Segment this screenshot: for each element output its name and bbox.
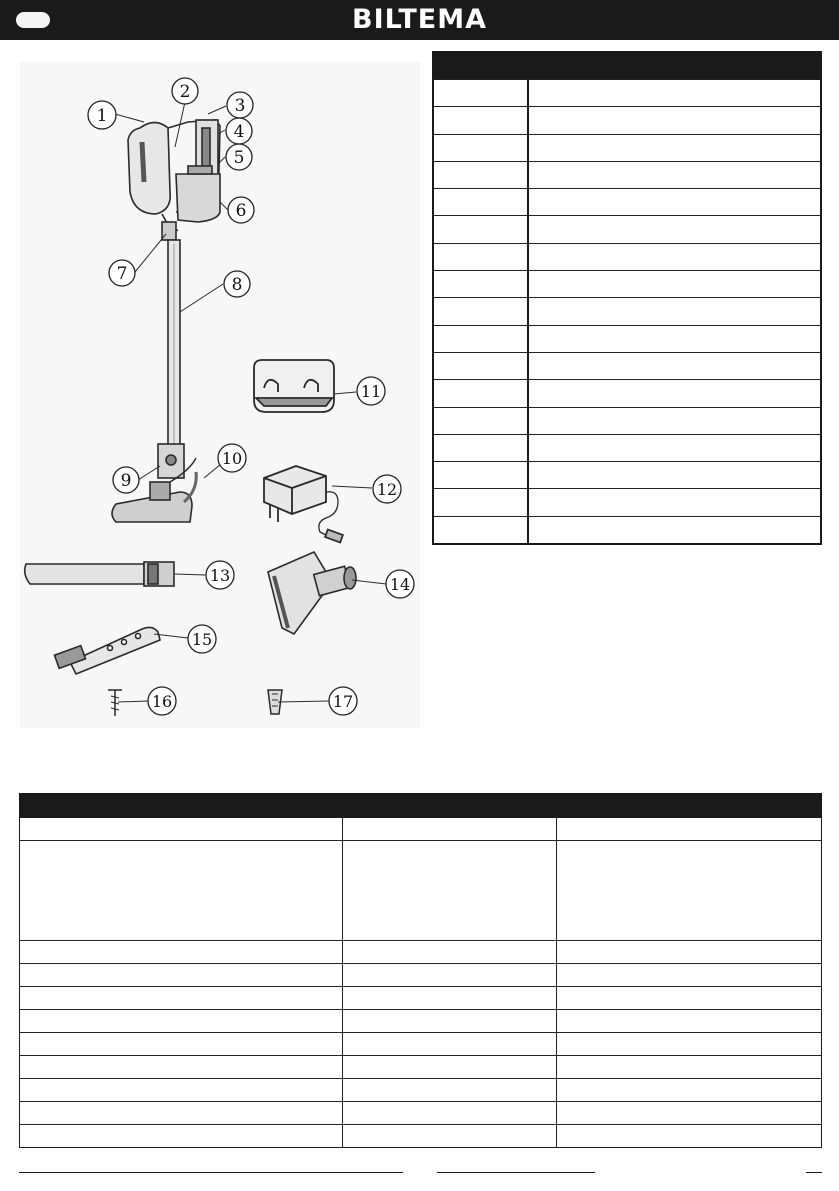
callout-label: 14 [389, 575, 411, 594]
part-number-cell [434, 380, 529, 406]
callout-5 [226, 144, 252, 170]
table-row [20, 940, 821, 963]
table-row [434, 516, 820, 543]
part-number-cell [434, 135, 529, 161]
part-description-cell [529, 107, 820, 133]
table-row [434, 488, 820, 515]
part-description-cell [529, 216, 820, 242]
part-number-cell [434, 408, 529, 434]
spec-label-cell [20, 1102, 343, 1124]
table-row [434, 134, 820, 161]
spec-value-cell [343, 818, 557, 840]
wall-bracket-drawing [254, 360, 334, 412]
callout-label: 3 [234, 96, 246, 116]
crevice-tool-drawing [25, 562, 174, 586]
table-row [20, 818, 821, 840]
table-row [20, 1078, 821, 1101]
spec-label-cell [20, 818, 343, 840]
callout-label: 9 [120, 471, 132, 491]
table-row [20, 1101, 821, 1124]
callout-11 [357, 377, 385, 405]
spec-note-cell [557, 1079, 821, 1101]
spec-table-header [20, 794, 821, 818]
table-row [434, 161, 820, 188]
callout-label: 7 [116, 264, 128, 284]
part-description-cell [529, 298, 820, 324]
spec-label-cell [20, 964, 343, 986]
footer-rule-right [806, 1172, 822, 1173]
part-number-cell [434, 216, 529, 242]
part-number-cell [434, 189, 529, 215]
part-description-cell [529, 380, 820, 406]
part-number-cell [434, 489, 529, 515]
table-row [20, 1009, 821, 1032]
footer-rule-left [19, 1172, 403, 1173]
spec-label-cell [20, 841, 343, 940]
part-number-cell [434, 353, 529, 379]
part-number-cell [434, 435, 529, 461]
product-diagram [20, 62, 420, 728]
callout-8 [224, 271, 250, 297]
callout-label: 17 [332, 692, 354, 711]
part-description-cell [529, 517, 820, 543]
spec-value-cell [343, 964, 557, 986]
table-row [434, 106, 820, 133]
spec-label-cell [20, 941, 343, 963]
callout-label: 11 [360, 382, 382, 401]
table-row [434, 297, 820, 324]
callout-label: 6 [235, 201, 247, 221]
callout-13 [206, 561, 234, 589]
table-row [20, 963, 821, 986]
callout-2 [172, 78, 198, 104]
callout-12 [373, 475, 401, 503]
part-number-cell [434, 244, 529, 270]
spec-value-cell [343, 941, 557, 963]
table-row [434, 243, 820, 270]
table-row [20, 1032, 821, 1055]
callout-label: 10 [221, 449, 243, 468]
part-number-cell [434, 162, 529, 188]
part-number-cell [434, 517, 529, 543]
parts-list-table [432, 51, 822, 545]
parts-table-header [434, 53, 820, 79]
table-row [434, 188, 820, 215]
spec-note-cell [557, 1056, 821, 1078]
callout-10 [218, 444, 246, 472]
part-number-cell [434, 80, 529, 106]
brand-logo: BILTEMA [352, 4, 487, 35]
spec-value-cell [343, 1033, 557, 1055]
table-row [434, 434, 820, 461]
spec-note-cell [557, 841, 821, 940]
spec-note-cell [557, 1033, 821, 1055]
callout-label: 4 [233, 122, 245, 142]
header-bar [0, 0, 839, 40]
part-description-cell [529, 326, 820, 352]
callout-label: 2 [179, 82, 191, 102]
spec-label-cell [20, 1125, 343, 1147]
table-row [20, 1124, 821, 1147]
table-row [20, 1055, 821, 1078]
callout-15 [188, 625, 216, 653]
table-row [434, 352, 820, 379]
part-description-cell [529, 189, 820, 215]
part-description-cell [529, 135, 820, 161]
spec-note-cell [557, 818, 821, 840]
callout-label: 16 [151, 692, 173, 711]
callout-label: 8 [231, 275, 243, 295]
spec-label-cell [20, 1079, 343, 1101]
table-row [434, 79, 820, 106]
part-description-cell [529, 80, 820, 106]
part-number-cell [434, 298, 529, 324]
callout-label: 1 [96, 106, 108, 126]
spec-value-cell [343, 1102, 557, 1124]
callout-label: 12 [376, 480, 398, 499]
callout-7 [109, 260, 135, 286]
callout-14 [386, 570, 414, 598]
part-description-cell [529, 435, 820, 461]
part-description-cell [529, 162, 820, 188]
part-number-cell [434, 107, 529, 133]
callout-16 [148, 687, 176, 715]
spec-value-cell [343, 1125, 557, 1147]
callout-label: 13 [209, 566, 231, 585]
callout-9 [113, 467, 139, 493]
footer-rule-center [437, 1172, 595, 1173]
spec-value-cell [343, 1010, 557, 1032]
spec-label-cell [20, 1010, 343, 1032]
specifications-table [19, 793, 822, 1148]
callout-3 [227, 92, 253, 118]
table-row [20, 840, 821, 940]
spec-note-cell [557, 1010, 821, 1032]
table-row [434, 407, 820, 434]
callout-label: 5 [233, 148, 245, 168]
spec-note-cell [557, 1102, 821, 1124]
callout-6 [228, 197, 254, 223]
part-description-cell [529, 271, 820, 297]
part-description-cell [529, 462, 820, 488]
part-description-cell [529, 353, 820, 379]
part-number-cell [434, 462, 529, 488]
spec-note-cell [557, 964, 821, 986]
part-description-cell [529, 489, 820, 515]
part-number-cell [434, 326, 529, 352]
spec-label-cell [20, 1033, 343, 1055]
table-row [434, 325, 820, 352]
table-row [20, 986, 821, 1009]
table-row [434, 461, 820, 488]
table-row [434, 215, 820, 242]
part-description-cell [529, 408, 820, 434]
spec-label-cell [20, 987, 343, 1009]
spec-note-cell [557, 987, 821, 1009]
part-description-cell [529, 244, 820, 270]
spec-note-cell [557, 941, 821, 963]
callout-1 [88, 101, 116, 129]
callout-label: 15 [191, 630, 213, 649]
spec-note-cell [557, 1125, 821, 1147]
callout-17 [329, 687, 357, 715]
part-number-cell [434, 271, 529, 297]
spec-value-cell [343, 1056, 557, 1078]
spec-value-cell [343, 841, 557, 940]
callout-4 [226, 118, 252, 144]
table-row [434, 379, 820, 406]
spec-value-cell [343, 987, 557, 1009]
spec-label-cell [20, 1056, 343, 1078]
spec-value-cell [343, 1079, 557, 1101]
table-row [434, 270, 820, 297]
